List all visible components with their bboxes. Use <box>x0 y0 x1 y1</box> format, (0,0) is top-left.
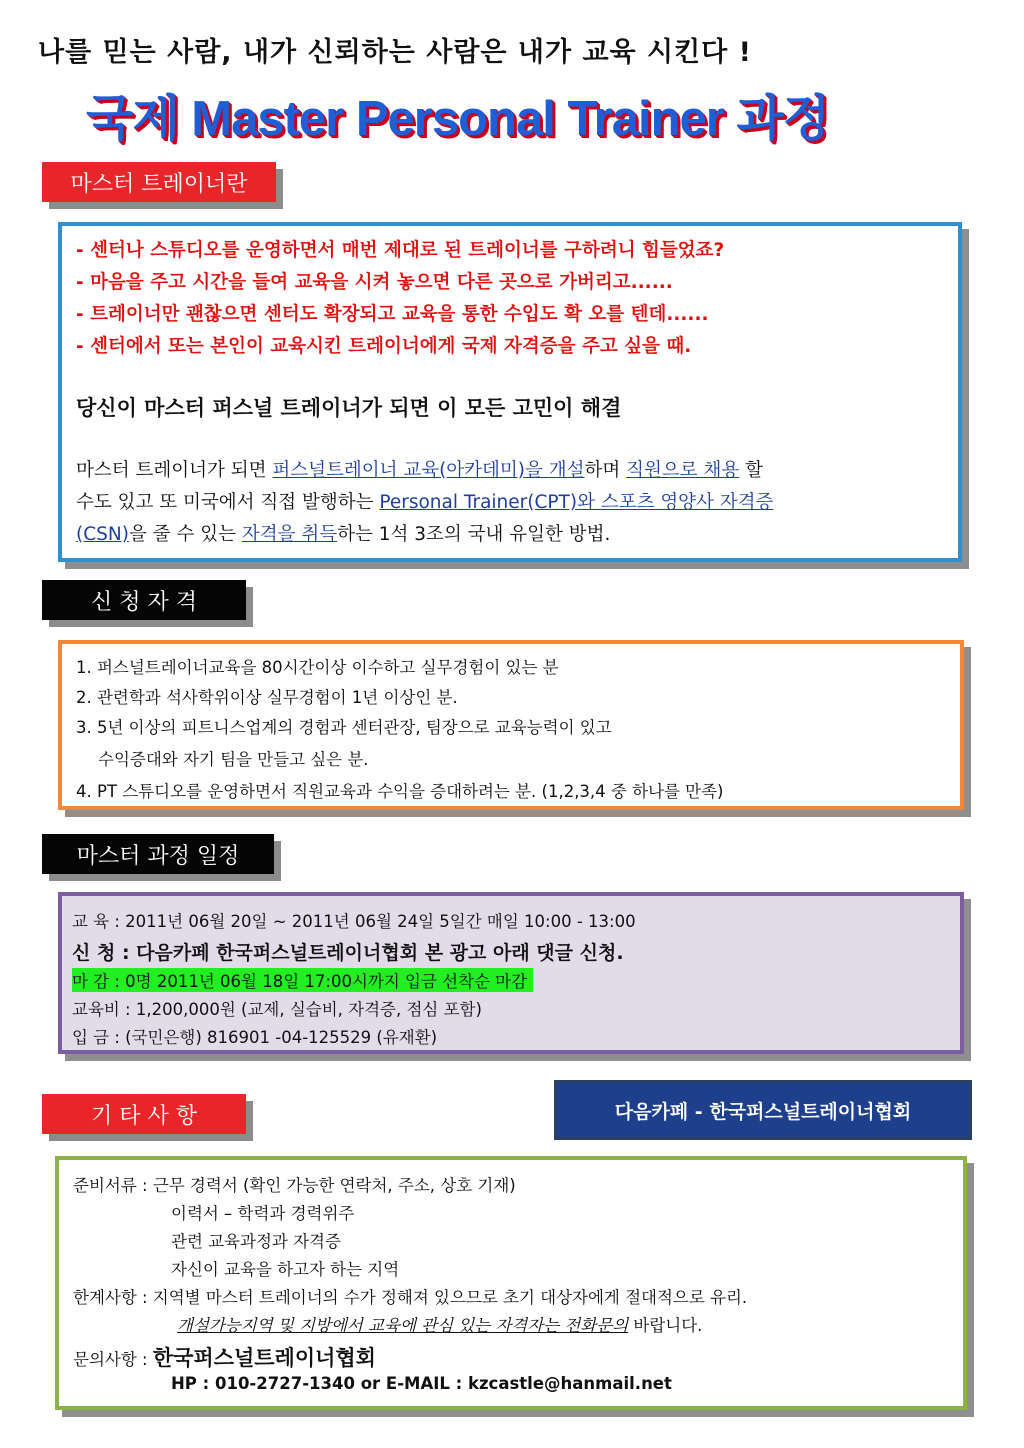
intro-headline: 당신이 마스터 퍼스널 트레이너가 되면 이 모든 고민이 해결 <box>76 396 622 420</box>
eligibility-item: 1. 퍼스널트레이너교육을 80시간이상 이수하고 실무경험이 있는 분 <box>76 658 559 677</box>
section-label-schedule: 마스터 과정 일정 <box>42 834 274 874</box>
para-text: 할 <box>739 460 763 481</box>
docs-row <box>73 1172 516 1196</box>
para-text: 마스터 트레이너가 되면 <box>76 460 273 481</box>
limit-note <box>177 1312 702 1336</box>
intro-paragraph-line-2 <box>76 488 773 514</box>
para-text: 하며 <box>584 460 627 481</box>
para-underline-csn: (CSN) <box>76 524 129 545</box>
para-text: 을 줄 수 있는 <box>128 524 242 545</box>
contact-org: 한국퍼스널트레이너협회 <box>152 1346 376 1370</box>
docs-label: 준비서류 : <box>73 1176 153 1195</box>
section-label-intro: 마스터 트레이너란 <box>42 162 276 202</box>
concern-line: - 센터에서 또는 본인이 교육시킨 트레이너에게 국제 자격증을 주고 싶을 때. <box>76 336 692 357</box>
docs-item: 자신이 교육을 하고자 하는 지역 <box>171 1260 400 1279</box>
section-label-misc: 기 타 사 항 <box>42 1094 246 1134</box>
para-text: 하는 1석 3조의 국내 유일한 방법. <box>337 524 611 545</box>
docs-item: 관련 교육과정과 자격증 <box>171 1232 341 1251</box>
cafe-badge: 다음카페 - 한국퍼스널트레이너협회 <box>554 1080 972 1140</box>
concern-line: - 트레이너만 괜찮으면 센터도 확장되고 교육을 통한 수입도 확 오를 텐데...... <box>76 304 709 325</box>
contact-info: HP : 010-2727-1340 or E-MAIL : kzcastle@hanmail.net <box>171 1374 672 1393</box>
para-underline-cert: Personal Trainer(CPT)와 스포츠 영양사 자격증 <box>379 492 774 513</box>
contact-label: 문의사항 : <box>73 1350 153 1369</box>
para-underline-qualify: 자격을 취득 <box>241 524 338 545</box>
para-text: 수도 있고 또 미국에서 직접 발행하는 <box>76 492 380 513</box>
docs-item: 근무 경력서 (확인 가능한 연락처, 주소, 상호 기재) <box>152 1176 516 1195</box>
misc-box <box>55 1156 967 1410</box>
schedule-education: 교 육 : 2011년 06월 20일 ~ 2011년 06월 24일 5일간 매일 10:00 - 13:00 <box>72 912 636 931</box>
limit-row: 한계사항 : 지역별 마스터 트레이너의 수가 정해져 있으므로 초기 대상자에게 절대적으로 유리. <box>73 1288 748 1307</box>
concern-line: - 마음을 주고 시간을 들여 교육을 시켜 놓으면 다른 곳으로 가버리고...... <box>76 272 673 293</box>
section-label-eligibility: 신 청 자 격 <box>42 580 246 620</box>
schedule-deposit: 입 금 : (국민은행) 816901 -04-125529 (유재환) <box>72 1028 438 1047</box>
tagline: 나를 믿는 사람, 내가 신뢰하는 사람은 내가 교육 시킨다 ! <box>38 37 752 68</box>
intro-paragraph-line-3 <box>76 520 610 546</box>
page-title: 국제 Master Personal Trainer 과정 <box>86 92 830 146</box>
limit-note-tail: 바랍니다. <box>628 1316 703 1335</box>
eligibility-item: 수익증대와 자기 팀을 만들고 싶은 분. <box>98 750 369 769</box>
schedule-box <box>58 892 964 1054</box>
eligibility-item: 2. 관련학과 석사학위이상 실무경험이 1년 이상인 분. <box>76 688 458 707</box>
para-underline-hire: 직원으로 채용 <box>626 460 740 481</box>
para-underline-academy: 퍼스널트레이너 교육(아카데미)을 개설 <box>272 460 585 481</box>
eligibility-item: 4. PT 스튜디오를 운영하면서 직원교육과 수익을 증대하려는 분. (1,2,3,4 중 하나를 만족) <box>76 782 724 801</box>
limit-note-underlined: 개설가능지역 및 지방에서 교육에 관심 있는 자격자는 전화문의 <box>177 1316 629 1335</box>
schedule-apply: 신 청 : 다음카페 한국퍼스널트레이너협회 본 광고 아래 댓글 신청. <box>72 942 624 964</box>
eligibility-item: 3. 5년 이상의 피트니스업계의 경험과 센터관장, 팀장으로 교육능력이 있고 <box>76 718 612 737</box>
eligibility-box <box>58 640 964 810</box>
schedule-deadline: 마 감 : 0명 2011년 06월 18일 17:00시까지 입금 선착순 마감 <box>72 968 533 992</box>
schedule-fee: 교육비 : 1,200,000원 (교제, 실습비, 자격증, 점심 포함) <box>72 1000 482 1019</box>
intro-box <box>58 222 962 562</box>
docs-item: 이력서 – 학력과 경력위주 <box>171 1204 355 1223</box>
contact-row <box>73 1342 376 1372</box>
concern-line: - 센터나 스튜디오를 운영하면서 매번 제대로 된 트레이너를 구하려니 힘들었죠? <box>76 240 725 261</box>
intro-paragraph-line-1 <box>76 456 763 482</box>
